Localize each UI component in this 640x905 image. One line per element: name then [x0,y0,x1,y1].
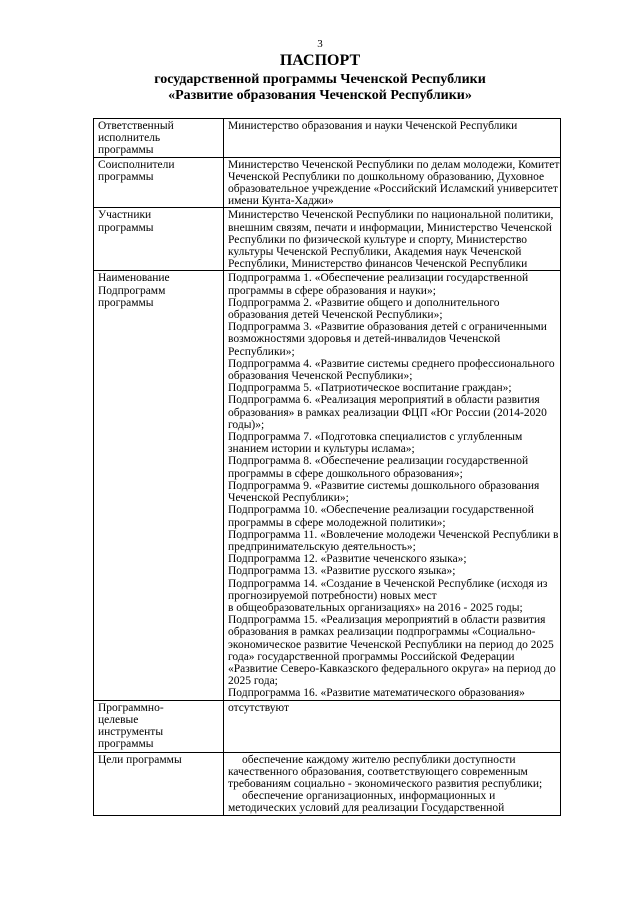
passport-row [94,700,561,752]
row-value-line: знанием истории и культуры ислама»; [228,443,415,456]
row-value-line: образования в рамках реализации подпрограммы «Социально- [228,626,536,639]
row-label-line: Программно- [98,701,164,714]
row-value-line: Министерство Чеченской Республики по делам молодежи, Комитет [228,158,560,171]
passport-row [94,271,561,700]
row-label [94,271,224,700]
page-number: 3 [317,38,323,50]
row-value [224,208,561,271]
passport-row [94,157,561,208]
row-value-line: отсутствуют [228,701,290,714]
row-value-line: «Развитие Северо-Кавказского федерального округа» на период до [228,662,556,675]
row-value-line: Подпрограмма 7. «Подготовка специалистов с углубленным [228,431,523,444]
row-label-line: Ответственный [98,120,174,132]
row-value-line: экономическое развитие Чеченской Республики на период до 2025 [228,638,554,651]
row-label-line: целевые [98,713,139,726]
row-value [224,271,561,700]
row-value-line: Подпрограмма 11. «Вовлечение молодежи Чеченской Республики в [228,528,559,541]
row-label [94,119,224,158]
row-value-line: Министерство Чеченской Республики по национальной политики, [228,209,554,222]
row-value-line: качественного образования, соответствующего современным [228,765,528,778]
row-label-line: программы [98,296,154,309]
row-value-line: внешним связям, печати и информации, Министерство Чеченской [228,221,552,234]
row-value-line: обеспечение организационных, информационных и [242,790,496,803]
row-value-line: Подпрограмма 15. «Реализация мероприятий в области развития [228,614,546,627]
row-value-line: годы)»; [228,418,265,431]
row-value-line: Подпрограмма 4. «Развитие системы среднего профессионального [228,357,555,370]
row-value-line: возможностями здоровья и детей-инвалидов Чеченской [228,333,501,346]
row-value-line: Подпрограмма 13. «Развитие русского языка»; [228,565,456,578]
row-value-line: Подпрограмма 14. «Создание в Чеченской Республике (исходя из [228,577,548,590]
row-value-line: имени Кунта-Хаджи» [228,195,334,208]
row-value-line: образования Чеченской Республики»; [228,370,413,383]
row-value-line: образования детей Чеченской Республики»; [228,309,443,322]
row-label [94,700,224,752]
row-value-line: культуры Чеченской Республики, Академия наук Чеченской [228,246,522,259]
row-value [224,752,561,815]
row-label-line: Подпрограмм [98,284,166,297]
row-value-line: образования» в рамках реализации ФЦП «Юг России (2014-2020 [228,406,547,419]
row-label-line: программы [98,170,154,183]
subtitle-line: государственной программы Чеченской Республики [154,72,486,87]
row-label-line: Наименование [98,272,170,285]
row-value-line: Подпрограмма 1. «Обеспечение реализации государственной [228,272,529,285]
row-value-line: методических условий для реализации Государственной [228,802,505,815]
row-value-line: Подпрограмма 9. «Развитие системы дошкольного образования [228,479,540,492]
row-value-line: Республики, Министерство финансов Чеченской Республики [228,258,528,271]
passport-row [94,208,561,271]
row-value-line: предпринимательскую деятельность»; [228,540,416,553]
row-label [94,208,224,271]
row-value-line: Подпрограмма 12. «Развитие чеченского языка»; [228,553,467,566]
passport-table [93,118,561,816]
row-value-line: Республики»; [228,345,295,358]
row-value-line: Республики по физической культуре и спорту, Министерство [228,233,528,246]
row-label-line: Участники [98,209,152,222]
row-value-line: Министерство образования и науки Чеченской Республики [228,120,518,132]
row-label-line: исполнитель [98,132,161,145]
row-value-line: года» государственной программы Российской Федерации [228,650,515,663]
row-value-line: программы в сфере дошкольного образования»; [228,467,463,480]
row-label-line: инструменты [98,725,164,738]
subtitle-line: «Развитие образования Чеченской Республики» [168,88,472,103]
row-value-line: требованиям социально - экономического развития республики; [228,777,543,790]
row-label-line: Цели программы [98,753,182,766]
document-subtitle [0,72,640,104]
row-value-line: Подпрограмма 3. «Развитие образования детей с ограниченными [228,321,547,334]
row-value-line: образовательное учреждение «Российский Исламский университет [228,183,558,196]
row-value-line: Чеченской Республики»; [228,492,349,505]
row-value-line: Подпрограмма 2. «Развитие общего и дополнительного [228,296,500,309]
row-value [224,157,561,208]
passport-row [94,119,561,158]
row-value-line: в общеобразовательных организациях» на 2016 - 2025 годы; [228,601,523,614]
row-value-line: программы в сфере молодежной политики»; [228,516,446,529]
row-label [94,752,224,815]
passport-row [94,752,561,815]
row-value-line: обеспечение каждому жителю республики доступности [242,753,516,766]
row-value-line: Подпрограмма 16. «Развитие математического образования» [228,687,525,700]
row-value-line: Подпрограмма 5. «Патриотическое воспитание граждан»; [228,382,512,395]
row-label-line: Соисполнители [98,158,175,171]
row-label-line: программы [98,738,154,751]
row-label-line: программы [98,144,154,157]
row-value-line: 2025 года; [228,675,278,688]
row-value-line: прогнозируемой потребности) новых мест [228,589,437,602]
row-value-line: Подпрограмма 8. «Обеспечение реализации государственной [228,455,529,468]
row-value-line: Подпрограмма 10. «Обеспечение реализации государственной [228,504,534,517]
row-value [224,700,561,752]
row-value-line: Чеченской Республики по дошкольному образованию, Духовное [228,170,545,183]
document-title: ПАСПОРТ [279,52,361,69]
row-value-line: программы в сфере образования и науки»; [228,284,436,297]
row-label [94,157,224,208]
row-label-line: программы [98,221,154,234]
row-value-line: Подпрограмма 6. «Реализация мероприятий в области развития [228,394,540,407]
row-value [224,119,561,158]
